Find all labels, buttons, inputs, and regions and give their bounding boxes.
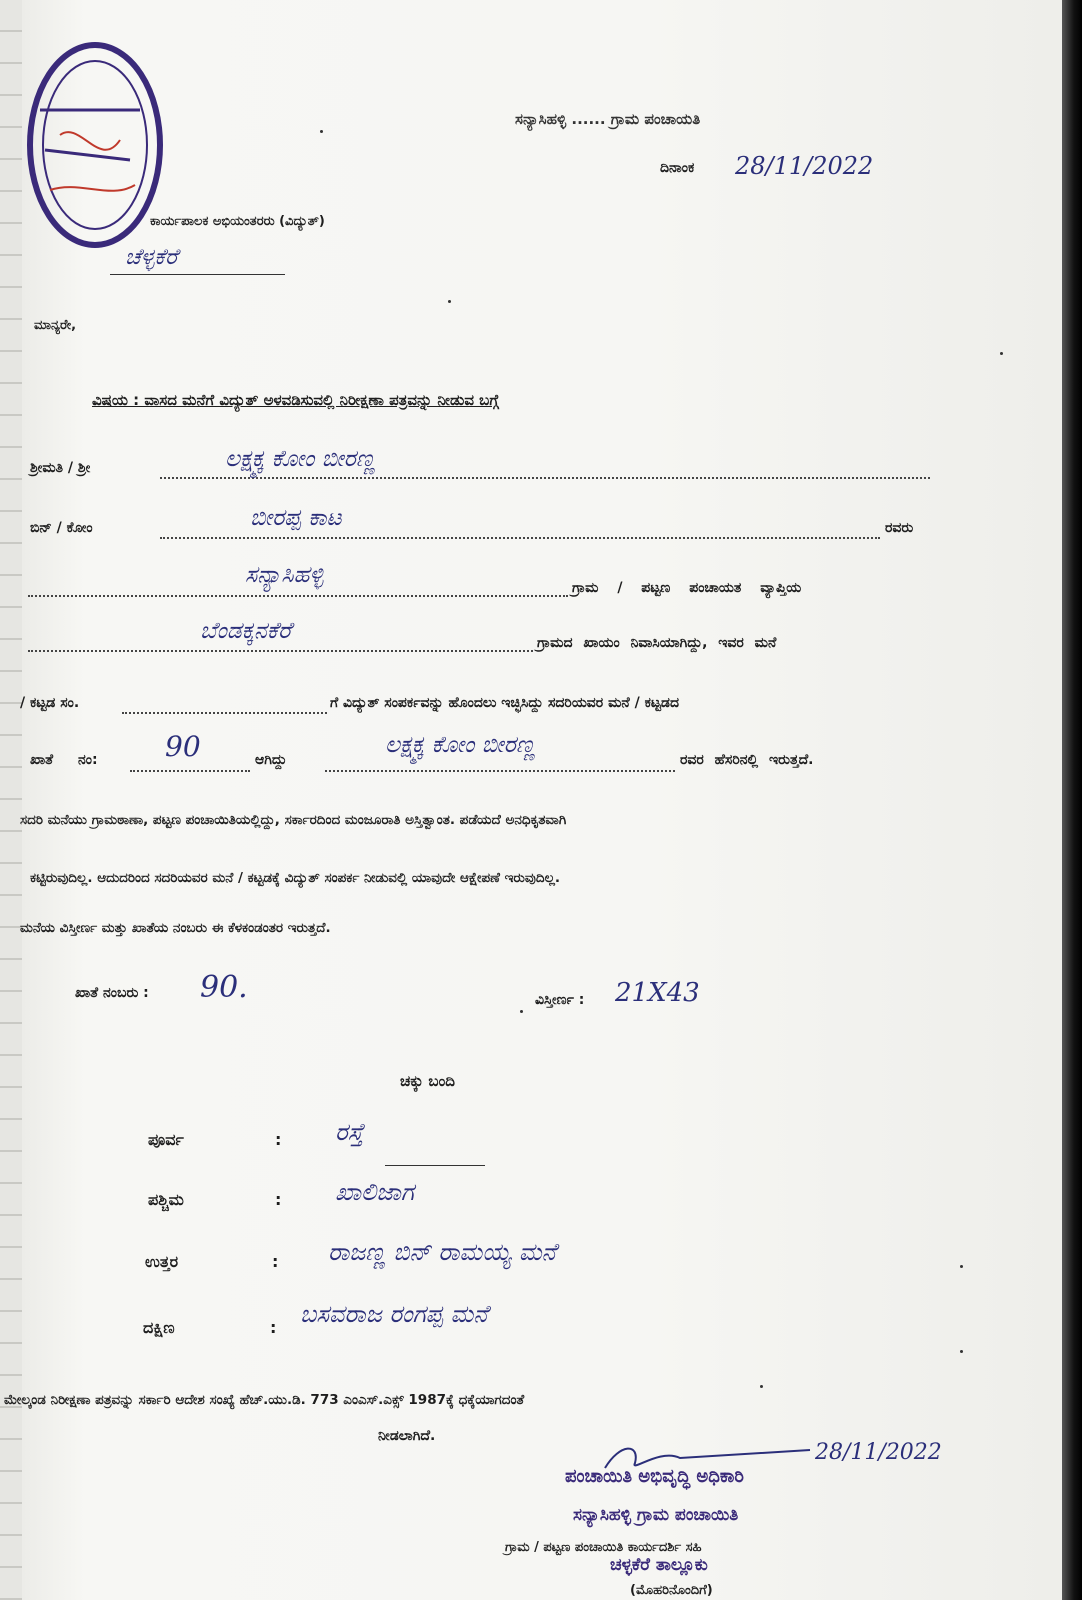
boundary-value-north: ರಾಜಣ್ಣ ಬಿನ್ ರಾಮಯ್ಯ ಮನೆ [328, 1238, 556, 1266]
gram-suffix: ಗ್ರಾಮ / ಪಟ್ಟಣ ಪಂಚಾಯತ ವ್ಯಾಪ್ತಿಯ [572, 580, 802, 596]
boundary-value-west: ಖಾಲಿಜಾಗ [335, 1178, 414, 1206]
boundary-label-west: ಪಶ್ಚಿಮ [148, 1190, 184, 1209]
khata-number-value: 90. [200, 970, 248, 1005]
page-shadow [1062, 0, 1082, 1600]
subject-line: ವಿಷಯ : ವಾಸದ ಮನೆಗೆ ವಿದ್ಯುತ್ ಅಳವಡಿಸುವಲ್ಲಿ ನಿರೀಕ್ಷಣಾ ಪತ್ರವನ್ನು ನೀಡುವ ಬಗ್ಗೆ [92, 391, 499, 409]
date-label: ದಿನಾಂಕ [660, 160, 695, 176]
recipient-line: ಕಾರ್ಯಪಾಲಕ ಅಭಿಯಂತರರು (ವಿದ್ಯುತ್) [150, 214, 325, 229]
boundary-colon: : [270, 1318, 277, 1337]
seal-line-4: ಚಳ್ಳಕೆರೆ ತಾಲ್ಲೂಕು [610, 1555, 708, 1575]
speck [520, 1010, 523, 1013]
seal-line-5: (ಮೊಹರಿನೊಂದಿಗೆ) [630, 1583, 713, 1598]
boundary-value-east: ರಸ್ತೆ [335, 1118, 364, 1146]
village-value: ಬೆಂಡಕ್ಕನಕೆರೆ [200, 618, 292, 644]
shrimati-value: ಲಕ್ಷ್ಮಕ್ಕ ಕೋಂ ಬೀರಣ್ಣ [225, 446, 376, 472]
area-value: 21X43 [615, 978, 700, 1008]
speck [448, 300, 451, 303]
document-page [22, 0, 1062, 1600]
ravaru-label: ರವರು [885, 520, 914, 536]
place-line: ಸನ್ಯಾಸಿಹಳ್ಳಿ ...... ಗ್ರಾಮ ಪಂಚಾಯತಿ [515, 110, 701, 128]
khata-number-label: ಖಾತೆ ನಂಬರು : [75, 985, 149, 1001]
khata-dotline [130, 770, 250, 772]
building-suffix: ಗೆ ವಿದ್ಯುತ್ ಸಂಪರ್ಕವನ್ನು ಹೊಂದಲು ಇಚ್ಛಿಸಿದ್ದು ಸದರಿಯವರ ಮನೆ / ಕಟ್ಟಡದ [330, 695, 680, 711]
speck [960, 1265, 963, 1268]
seal-line-1: ಪಂಚಾಯಿತಿ ಅಭಿವೃದ್ಧಿ ಅಧಿಕಾರಿ [565, 1466, 744, 1487]
boundary-value-south: ಬಸವರಾಜ ರಂಗಪ್ಪ ಮನೆ [300, 1300, 488, 1328]
boundary-label-east: ಪೂರ್ವ [148, 1130, 184, 1149]
east-underline [385, 1165, 485, 1166]
gram-value: ಸನ್ಯಾಸಿಹಳ್ಳಿ [245, 562, 324, 588]
signature-date: 28/11/2022 [815, 1440, 942, 1465]
boundary-label-north: ಉತ್ತರ [145, 1252, 179, 1271]
bin-dotline [160, 537, 880, 539]
footer-line-1: ಮೇಲ್ಕಂಡ ನಿರೀಕ್ಷಣಾ ಪತ್ರವನ್ನು ಸರ್ಕಾರಿ ಆದೇಶ ಸಂಖ್ಯೆ ಹೆಚ್.ಯು.ಡಿ. 773 ಎಂಎಸ್.ಎಕ್ಸ್ 1987ಕ್ಕೆ ಧಕ್ಕೆಯಾಗದಂತೆ [4, 1392, 525, 1408]
paragraph-line-1: ಸದರಿ ಮನೆಯು ಗ್ರಾಮಠಾಣಾ, ಪಟ್ಟಣ ಪಂಚಾಯಿತಿಯಲ್ಲಿದ್ದು, ಸರ್ಕಾರದಿಂದ ಮಂಜೂರಾತಿ ಅಸ್ತಿತ್ವಾಂತ. ಪಡೆಯದೆ ಅನಧಿಕೃತವಾಗಿ [20, 812, 567, 828]
round-seal [20, 40, 170, 255]
paragraph-line-3: ಮನೆಯ ವಿಸ್ತೀರ್ಣ ಮತ್ತು ಖಾತೆಯ ನಂಬರು ಈ ಕೆಳಕಂಡಂತರ ಇರುತ್ತದೆ. [20, 920, 331, 936]
bin-label: ಬಿನ್ / ಕೋಂ [30, 520, 93, 536]
shrimati-dotline [160, 477, 930, 479]
boundary-colon: : [272, 1252, 279, 1271]
speck [1000, 352, 1003, 355]
recipient-place: ಚೆಳ್ಳಕೆರೆ [125, 245, 178, 270]
owner-dotline [325, 770, 675, 772]
building-prefix: / ಕಟ್ಟಡ ಸಂ. [20, 695, 80, 711]
salutation: ಮಾನ್ಯರೇ, [34, 318, 77, 333]
village-suffix: ಗ್ರಾಮದ ಖಾಯಂ ನಿವಾಸಿಯಾಗಿದ್ದು, ಇವರ ಮನೆ [537, 635, 777, 651]
agiddu-label: ಆಗಿದ್ದು [255, 752, 287, 768]
seal-line-3: ಗ್ರಾಮ / ಪಟ್ಟಣ ಪಂಚಾಯಿತಿ ಕಾರ್ಯದರ್ಶಿ ಸಹಿ [505, 1540, 702, 1555]
boundaries-title: ಚಕ್ಕು ಬಂದಿ [400, 1072, 455, 1090]
owner-value: ಲಕ್ಷ್ಮಕ್ಕ ಕೋಂ ಬೀರಣ್ಣ [385, 732, 536, 758]
gram-dotline [28, 595, 568, 597]
owner-suffix: ರವರ ಹೆಸರಿನಲ್ಲಿ ಇರುತ್ತದೆ. [680, 752, 814, 768]
date-value: 28/11/2022 [735, 152, 874, 180]
bin-value: ಬೀರಪ್ಪ ಕಾಟ [250, 505, 342, 531]
khata-label: ಖಾತೆ ನಂ: [30, 752, 98, 768]
paragraph-line-2: ಕಟ್ಟಿರುವುದಿಲ್ಲ. ಆದುದರಿಂದ ಸದರಿಯವರ ಮನೆ / ಕಟ್ಟಡಕ್ಕೆ ವಿದ್ಯುತ್ ಸಂಪರ್ಕ ನೀಡುವಲ್ಲಿ ಯಾವುದೇ ಆಕ್ಷೇಪಣೆ ಇರುವುದಿಲ್ಲ. [30, 870, 561, 886]
building-dotline [122, 712, 327, 714]
boundary-label-south: ದಕ್ಷಿಣ [143, 1318, 175, 1337]
speck [320, 130, 323, 133]
recipient-underline [110, 274, 285, 275]
speck [960, 1350, 963, 1353]
seal-line-2: ಸನ್ಯಾಸಿಹಳ್ಳಿ ಗ್ರಾಮ ಪಂಚಾಯಿತಿ [573, 1505, 739, 1525]
area-label: ವಿಸ್ತೀರ್ಣ : [535, 992, 585, 1008]
shrimati-label: ಶ್ರೀಮತಿ / ಶ್ರೀ [30, 460, 91, 476]
footer-line-2: ನೀಡಲಾಗಿದೆ. [378, 1428, 436, 1444]
boundary-colon: : [275, 1130, 282, 1149]
boundary-colon: : [275, 1190, 282, 1209]
khata-value: 90 [165, 730, 201, 763]
village-dotline [28, 650, 533, 652]
speck [760, 1385, 763, 1388]
